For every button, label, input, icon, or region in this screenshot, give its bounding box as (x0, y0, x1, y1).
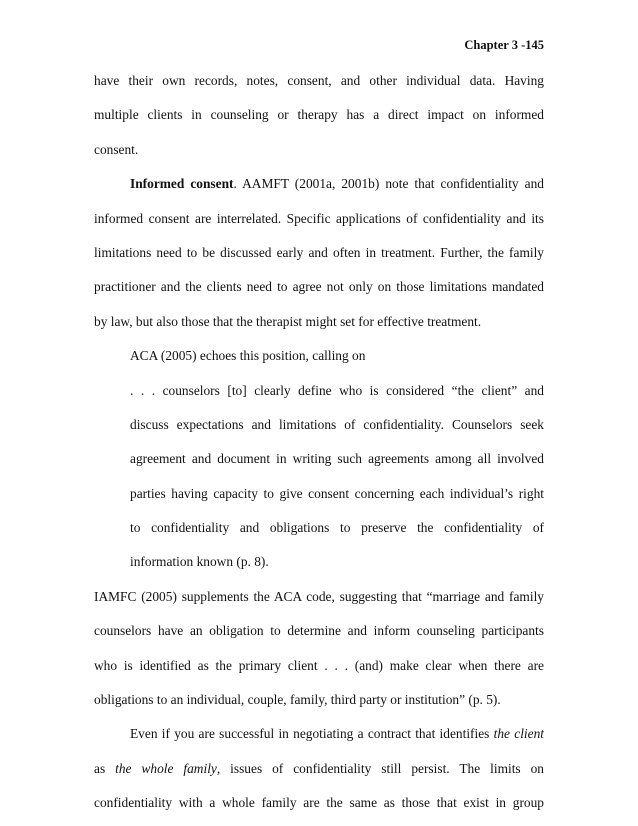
text-span: . AAMFT (2001a, 2001b) note that confidentiality and (233, 176, 544, 192)
text-line: practitioner and the clients need to agree not only on those limitations mandated (94, 279, 544, 295)
text-line: consent. (94, 141, 139, 157)
italic-span: the whole family (115, 760, 217, 776)
text-span: as (94, 760, 116, 776)
text-line: counselors have an obligation to determine and inform counseling participants (94, 623, 544, 639)
text-line: limitations need to be discussed early and often in treatment. Further, the family (94, 244, 544, 260)
text-line: IAMFC (2005) supplements the ACA code, suggesting that “marriage and family (94, 588, 544, 604)
text-span: Even if you are successful in negotiating a contract that identifies (130, 726, 494, 742)
block-quote (94, 374, 544, 580)
body-text (94, 64, 544, 821)
text-line: by law, but also those that the therapist might set for effective treatment. (94, 313, 482, 329)
text-line: informed consent are interrelated. Specific applications of confidentiality and its (94, 210, 544, 226)
quote-line: to confidentiality and obligations to preserve the confidentiality of (130, 520, 544, 536)
text-line: who is identified as the primary client . . . (and) make clear when there are (94, 657, 544, 673)
page-header: Chapter 3 -145 (464, 38, 544, 52)
text-line (94, 167, 544, 201)
text-span: , issues of confidentiality still persist. The limits on (216, 760, 544, 776)
text-line: obligations to an individual, couple, family, third party or institution” (p. 5). (94, 692, 501, 708)
quote-line: information known (p. 8). (130, 554, 269, 570)
quote-line: discuss expectations and limitations of confidentiality. Counselors seek (130, 416, 544, 432)
quote-line: agreement and document in writing such agreements among all involved (130, 451, 544, 467)
quote-line: parties having capacity to give consent concerning each individual’s right (130, 485, 544, 501)
text-line: ACA (2005) echoes this position, calling on (130, 348, 366, 364)
text-line: multiple clients in counseling or therapy has a direct impact on informed (94, 107, 544, 123)
text-line: confidentiality with a whole family are the same as those that exist in group (94, 795, 544, 811)
text-line: have their own records, notes, consent, and other individual data. Having (94, 73, 544, 88)
text-line (94, 752, 544, 786)
section-heading: Informed consent (130, 176, 234, 192)
italic-span: the client (493, 726, 544, 742)
text-line (94, 717, 544, 751)
quote-line: . . . counselors [to] clearly define who is considered “the client” and (130, 382, 544, 398)
